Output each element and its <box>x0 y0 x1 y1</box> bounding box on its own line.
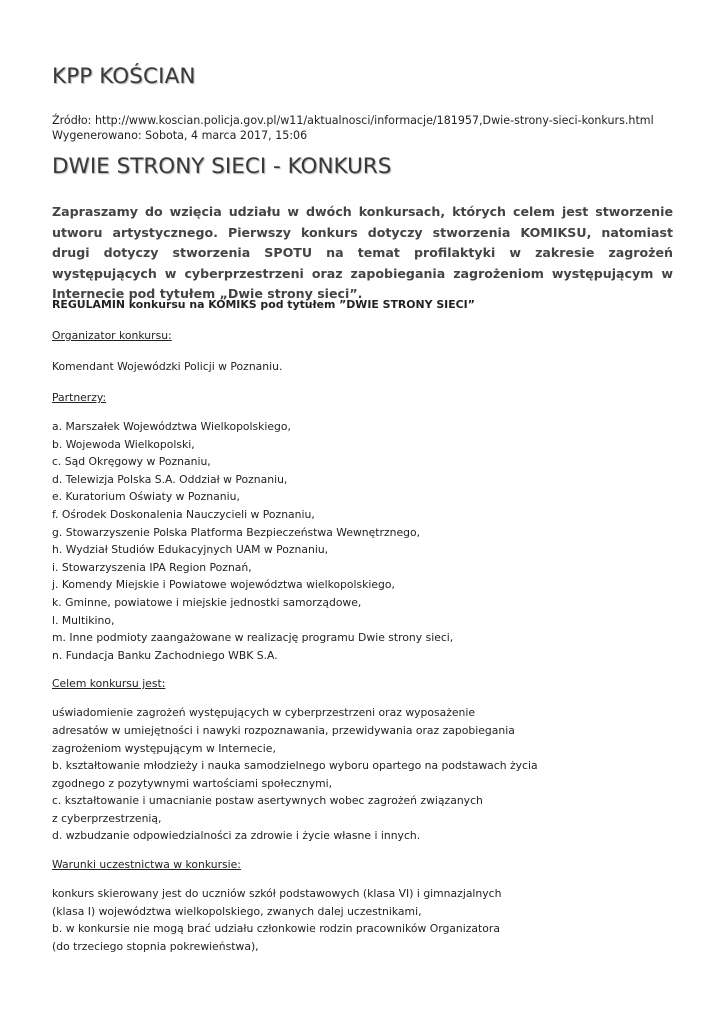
organizer-heading: Organizator konkursu: <box>52 329 172 342</box>
text-line: (klasa I) województwa wielkopolskiego, zwanych dalej uczestnikami, <box>52 904 422 918</box>
goals-heading: Celem konkursu jest: <box>52 677 166 691</box>
list-item: e. Kuratorium Oświaty w Poznaniu, <box>52 490 240 504</box>
list-item: a. Marszałek Województwa Wielkopolskiego, <box>52 420 291 433</box>
article-title: DWIE STRONY SIECI - KONKURS <box>52 154 392 179</box>
text-line: c. kształtowanie i umacnianie postaw asertywnych wobec zagrożeń związanych <box>52 794 483 808</box>
goals-text <box>52 704 674 845</box>
list-item: n. Fundacja Banku Zachodniego WBK S.A. <box>52 648 278 662</box>
partners-list <box>52 418 674 664</box>
list-item: l. Multikino, <box>52 613 115 627</box>
text-line: d. wzbudzanie odpowiedzialności za zdrowie i życie własne i innych. <box>52 829 421 843</box>
list-item: i. Stowarzyszenia IPA Region Poznań, <box>52 560 252 574</box>
text-line: konkurs skierowany jest do uczniów szkół podstawowych (klasa VI) i gimnazjalnych <box>52 887 502 901</box>
organizer-text: Komendant Wojewódzki Policji w Poznaniu. <box>52 360 283 373</box>
document-meta <box>52 113 654 143</box>
site-title: KPP KOŚCIAN <box>52 64 196 89</box>
list-item: b. Wojewoda Wielkopolski, <box>52 437 195 451</box>
list-item: j. Komendy Miejskie i Powiatowe województwa wielkopolskiego, <box>52 578 395 592</box>
list-item: g. Stowarzyszenie Polska Platforma Bezpieczeństwa Wewnętrznego, <box>52 525 421 539</box>
generated-line: Wygenerowano: Sobota, 4 marca 2017, 15:06 <box>52 129 308 142</box>
article-body <box>52 298 674 955</box>
list-item: k. Gminne, powiatowe i miejskie jednostki samorządowe, <box>52 595 362 609</box>
list-item: c. Sąd Okręgowy w Poznaniu, <box>52 455 211 469</box>
text-line: zgodnego z pozytywnymi wartościami społecznymi, <box>52 776 333 790</box>
text-line: uświadomienie zagrożeń występujących w cyberprzestrzeni oraz wyposażenie <box>52 706 476 720</box>
text-line: zagrożeniom występującym w Internecie, <box>52 741 276 755</box>
text-line: z cyberprzestrzenią, <box>52 811 162 825</box>
partners-heading: Partnerzy: <box>52 391 107 404</box>
text-line: (do trzeciego stopnia pokrewieństwa), <box>52 939 259 953</box>
source-line: Źródło: http://www.koscian.policja.gov.pl/w11/aktualnosci/informacje/181957,Dwie-strony-sieci-konkurs.html <box>52 114 654 127</box>
list-item: h. Wydział Studiów Edukacyjnych UAM w Poznaniu, <box>52 543 329 557</box>
text-line: b. w konkursie nie mogą brać udziału członkowie rodzin pracowników Organizatora <box>52 922 500 936</box>
regulamin-heading: REGULAMIN konkursu na KOMIKS pod tytułem ”DWIE STRONY SIECI” <box>52 298 475 311</box>
list-item: f. Ośrodek Doskonalenia Nauczycieli w Poznaniu, <box>52 507 315 521</box>
lead-paragraph: Zapraszamy do wzięcia udziału w dwóch konkursach, których celem jest stworzenie utworu artystycznego. Pierwszy konkurs dotyczy stworzenia KOMIKSU, natomiast drugi dotyczy stworzenia SPOTU na temat profilaktyki w zakresie zagrożeń występujących w cyberprzestrzeni oraz zapobiegania zagrożeniom występującym w Internecie pod tytułem „Dwie strony sieci”. <box>52 204 673 301</box>
text-line: adresatów w umiejętności i nawyki rozpoznawania, przewidywania oraz zapobiegania <box>52 723 515 737</box>
conditions-text <box>52 885 674 955</box>
list-item: d. Telewizja Polska S.A. Oddział w Poznaniu, <box>52 472 288 486</box>
conditions-heading: Warunki uczestnictwa w konkursie: <box>52 858 241 872</box>
list-item: m. Inne podmioty zaangażowane w realizację programu Dwie strony sieci, <box>52 631 454 645</box>
text-line: b. kształtowanie młodzieży i nauka samodzielnego wyboru opartego na podstawach życia <box>52 759 538 773</box>
